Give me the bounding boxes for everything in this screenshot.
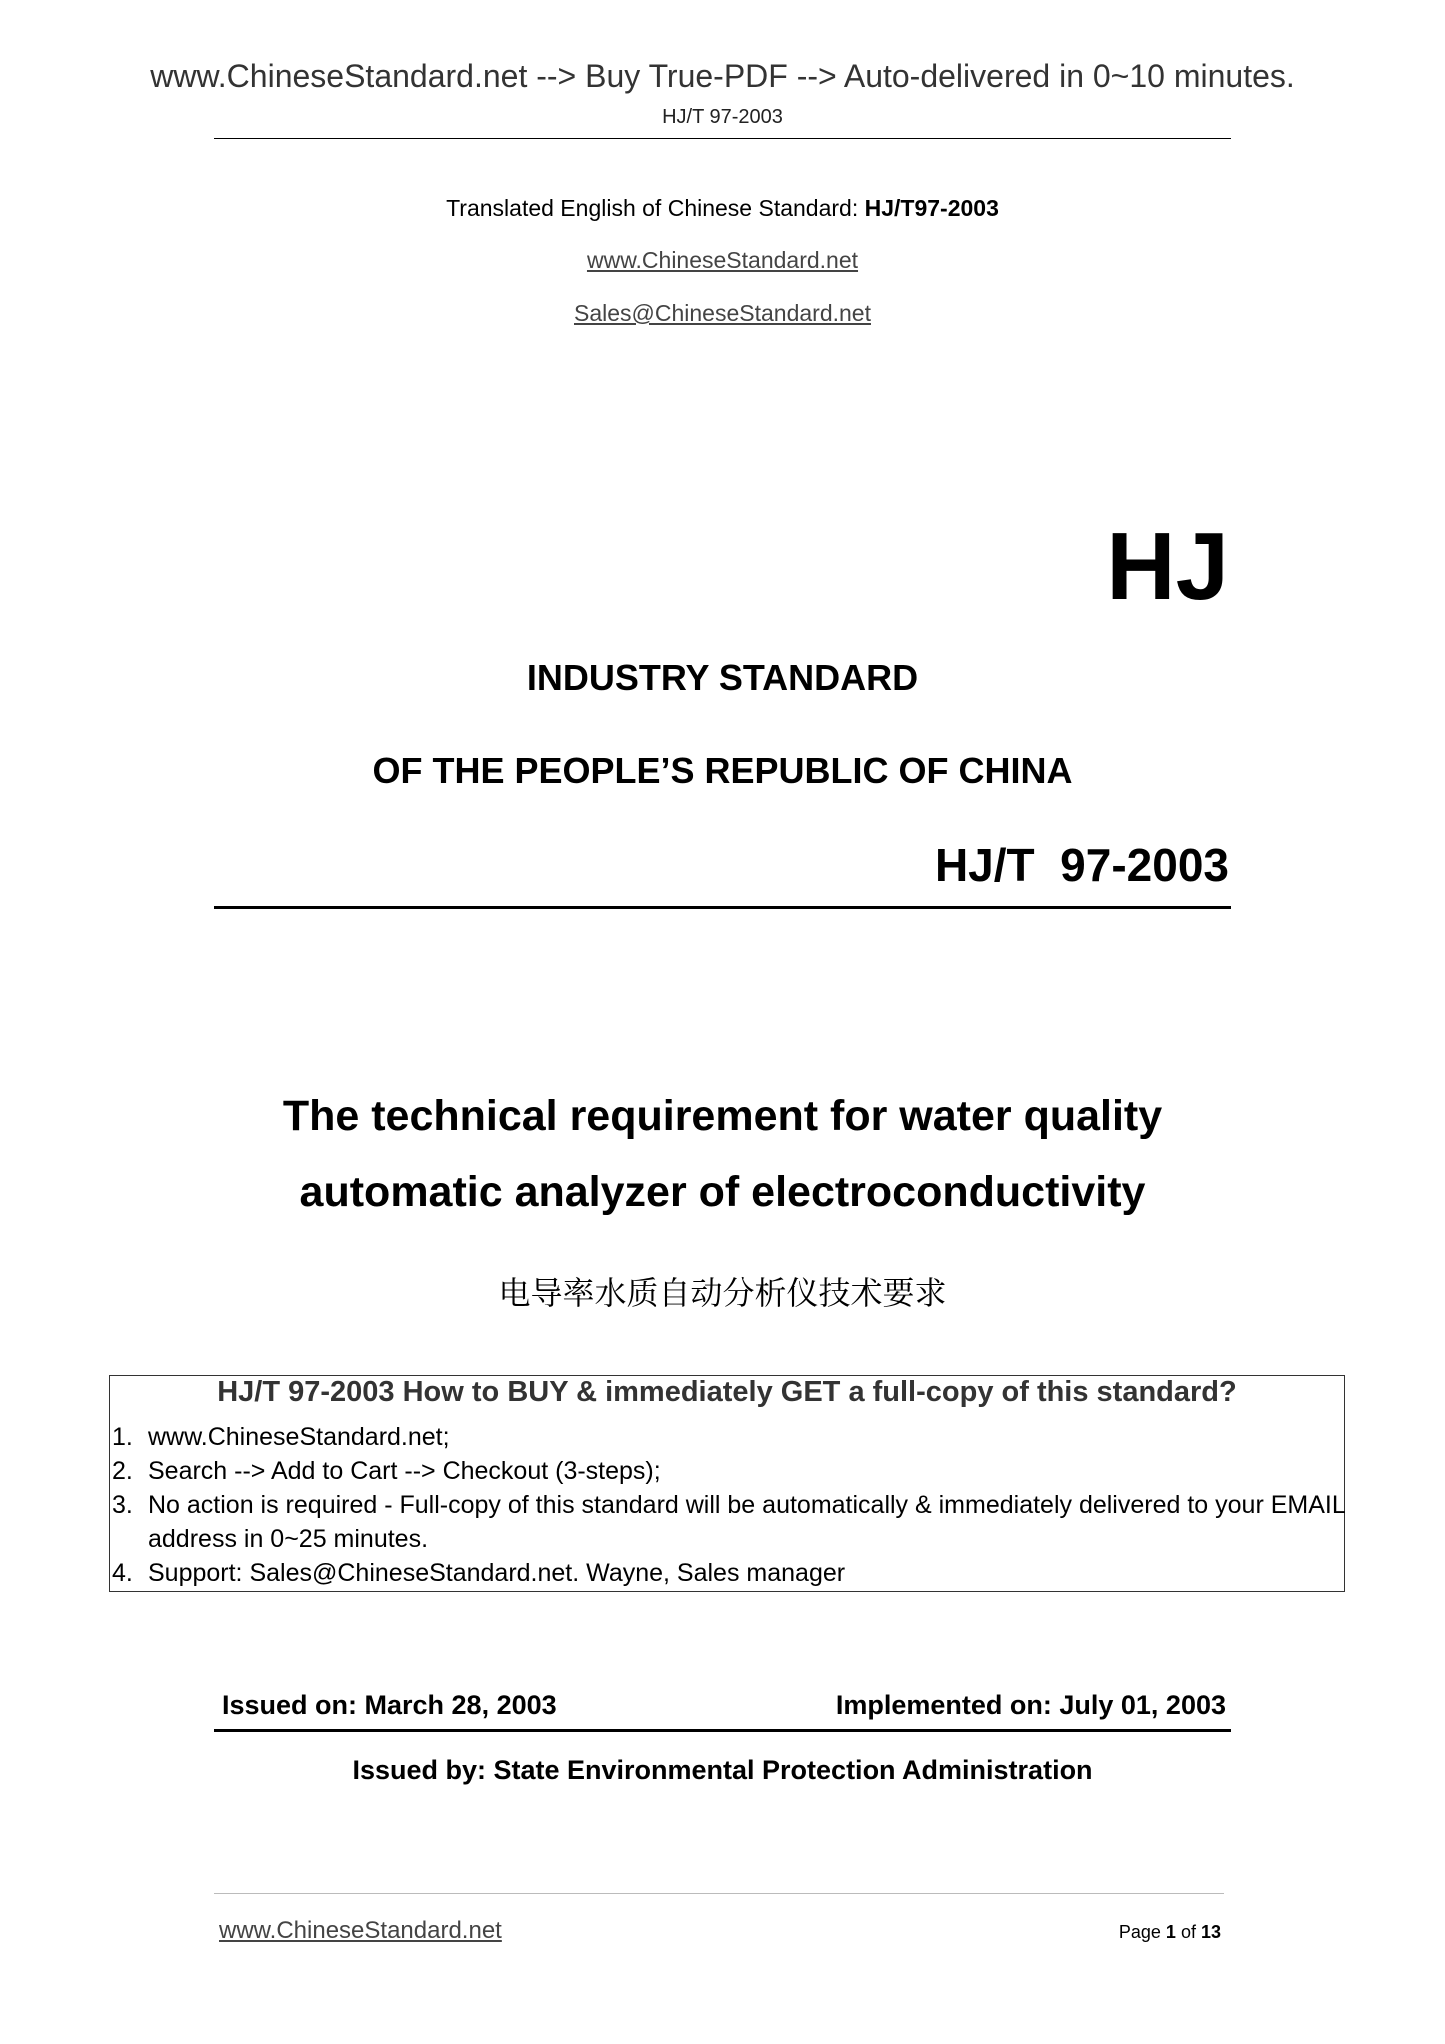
list-item xyxy=(110,1488,1348,1556)
website-link[interactable]: www.ChineseStandard.net xyxy=(586,247,859,273)
issued-by: Issued by: State Environmental Protection Administration xyxy=(352,1755,1093,1785)
website-link-row xyxy=(0,247,1445,274)
buy-instructions-box xyxy=(109,1375,1345,1592)
document-title-chinese: 电导率水质自动分析仪技术要求 xyxy=(498,1274,947,1312)
list-item xyxy=(110,1420,1348,1454)
page-current: 1 xyxy=(1165,1922,1176,1942)
list-item-number: 1. xyxy=(112,1423,133,1451)
list-item-text: Search --> Add to Cart --> Checkout (3-steps); xyxy=(148,1457,661,1485)
cover-divider xyxy=(214,906,1231,909)
document-title-line2: automatic analyzer of electroconductivity xyxy=(299,1168,1146,1216)
footer-website-link[interactable]: www.ChineseStandard.net xyxy=(219,1917,502,1944)
translated-prefix: Translated English of Chinese Standard: xyxy=(446,195,859,221)
email-link[interactable]: Sales@ChineseStandard.net xyxy=(574,300,871,326)
list-item-text: www.ChineseStandard.net; xyxy=(148,1423,450,1451)
top-banner: www.ChineseStandard.net --> Buy True-PDF --> Auto-delivered in 0~10 minutes. xyxy=(150,58,1295,94)
buy-steps-list xyxy=(110,1420,1348,1590)
industry-standard-heading: INDUSTRY STANDARD xyxy=(526,657,919,698)
translated-line xyxy=(0,195,1445,222)
header-divider xyxy=(214,138,1231,139)
email-link-row xyxy=(0,300,1445,327)
page-number xyxy=(1119,1922,1221,1943)
implemented-on-date: Implemented on: July 01, 2003 xyxy=(835,1690,1226,1720)
list-item-number: 3. xyxy=(112,1491,133,1519)
prc-heading: OF THE PEOPLE’S REPUBLIC OF CHINA xyxy=(372,750,1073,791)
document-title-line1: The technical requirement for water quality xyxy=(282,1092,1163,1140)
list-item xyxy=(110,1454,1348,1488)
issue-divider xyxy=(214,1729,1231,1732)
page-total: 13 xyxy=(1200,1922,1221,1942)
list-item-text: Support: Sales@ChineseStandard.net. Wayne, Sales manager xyxy=(148,1559,846,1587)
hj-logo-text: HJ xyxy=(1106,513,1229,620)
list-item-text: No action is required - Full-copy of this standard will be automatically & immediately delivered to your EMAIL address in 0~25 minutes. xyxy=(148,1491,1345,1553)
header-standard-code: HJ/T 97-2003 xyxy=(662,106,783,128)
footer-divider xyxy=(214,1893,1224,1894)
buy-box-title: HJ/T 97-2003 How to BUY & immediately GET a full-copy of this standard? xyxy=(217,1376,1237,1408)
list-item-number: 2. xyxy=(112,1457,133,1485)
issued-on-date: Issued on: March 28, 2003 xyxy=(222,1690,557,1720)
standard-code: HJ/T 97-2003 xyxy=(934,839,1229,891)
page-of: of xyxy=(1180,1922,1196,1942)
list-item xyxy=(110,1556,1348,1590)
translated-code: HJ/T97-2003 xyxy=(864,195,999,221)
page-label: Page xyxy=(1118,1922,1161,1942)
list-item-number: 4. xyxy=(112,1559,133,1587)
